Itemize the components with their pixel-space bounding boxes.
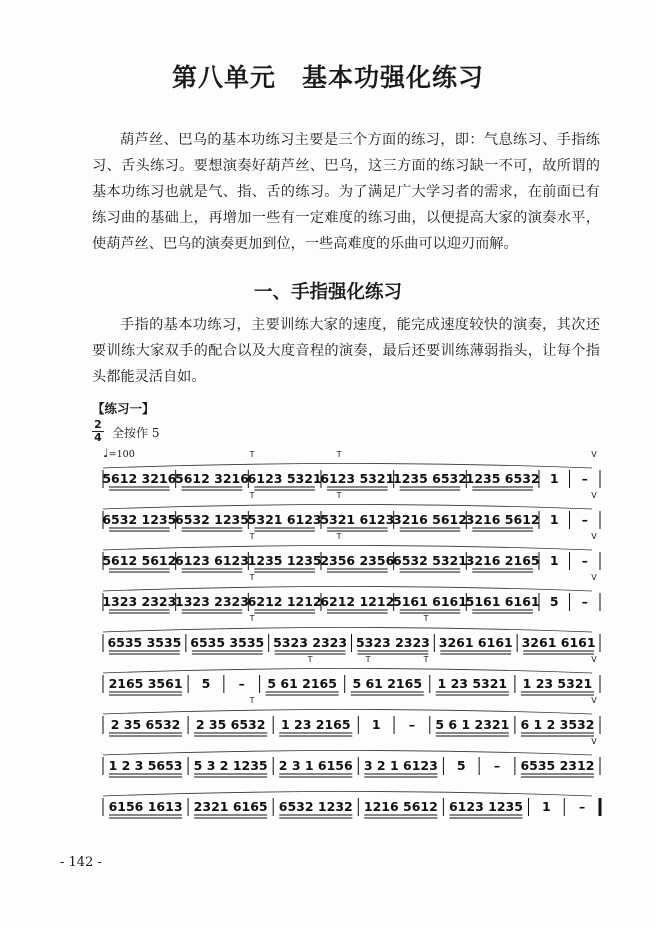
- slur-line: [103, 546, 592, 551]
- measure-notes: –: [581, 594, 588, 609]
- intro-paragraph: 葫芦丝、巴乌的基本功练习主要是三个方面的练习，即：气息练习、手指练习、舌头练习。要想演奏好葫芦丝、巴乌，这三方面的练习缺一不可，故所谓的基本功练习也就是气、指、舌的练习。为了满足广大学习者的需求，在前面已有练习曲的基础上，再增加一些有一定难度的练习曲，以便提高大家的演奏水平，使葫芦丝、巴乌的演奏更加到位，一些高难度的乐曲可以迎刃而解。: [92, 132, 600, 252]
- measure-notes: 6212 1212: [320, 594, 395, 609]
- measure-notes: 5321 6123: [247, 512, 322, 527]
- exercise-label: 【练习一】: [92, 401, 155, 416]
- tongue-mark: T: [249, 573, 255, 582]
- tongue-mark: T: [249, 532, 255, 541]
- measure-notes: 5 6 1 2321: [435, 717, 510, 732]
- tongue-mark: T: [249, 614, 255, 623]
- breath-mark: V: [591, 491, 597, 500]
- measure-notes: 1323 2323: [102, 594, 177, 609]
- measure-notes: 2 35 6532: [110, 717, 181, 732]
- measure-notes: 1235 6532: [393, 471, 467, 486]
- measure-notes: 6123 1235: [448, 799, 523, 814]
- tongue-mark: T: [249, 491, 255, 500]
- section-paragraph: 手指的基本功练习，主要训练大家的速度，能完成速度较快的演奏，其次还要训练大家双手的配合以及大度音程的演奏，最后还要训练薄弱指头，让每个指头都能灵活自如。: [92, 317, 600, 385]
- measure-notes: 5321 6123: [320, 512, 395, 527]
- measure-notes: 1216 5612: [363, 799, 438, 814]
- measure-notes: 6123 5321: [320, 471, 395, 486]
- measure-notes: –: [581, 553, 588, 568]
- measure-notes: 6212 1212: [247, 594, 322, 609]
- measure-notes: 6123 5321: [247, 471, 322, 486]
- measure-notes: 1323 2323: [175, 594, 249, 609]
- measure-notes: 1: [549, 471, 559, 486]
- measure-notes: 6532 5321: [393, 553, 467, 568]
- measure-notes: 1 23 2165: [280, 717, 351, 732]
- measure-notes: 5323 2323: [273, 635, 348, 650]
- measure-notes: –: [493, 758, 501, 773]
- slur-line: [103, 669, 592, 674]
- tongue-mark: T: [307, 655, 313, 664]
- measure-notes: 5612 3216: [175, 471, 249, 486]
- measure-notes: 5 61 2165: [352, 676, 423, 691]
- measure-notes: 5161 6161: [393, 594, 467, 609]
- measure-notes: 2356 2356: [320, 553, 395, 568]
- slur-line: [103, 464, 592, 469]
- unit-title: 第八单元 基本功强化练习: [171, 63, 484, 92]
- measure-notes: 2165 3561: [108, 676, 183, 691]
- slur-line: [103, 505, 592, 510]
- measure-notes: 3261 6161: [521, 635, 596, 650]
- measure-notes: 6123 6123: [175, 553, 249, 568]
- measure-notes: 6156 1613: [108, 799, 183, 814]
- measure-notes: 6535 3535: [190, 635, 265, 650]
- measure-notes: –: [581, 512, 588, 527]
- measure-notes: 5612 5612: [102, 553, 177, 568]
- measure-notes: 5: [456, 758, 466, 773]
- tongue-mark: T: [423, 614, 429, 623]
- tongue-mark: T: [336, 450, 342, 459]
- measure-notes: 6535 2312: [520, 758, 595, 773]
- key-marking: 全按作 5: [112, 426, 160, 440]
- measure-notes: 5: [549, 594, 559, 609]
- breath-mark: V: [591, 573, 597, 582]
- tongue-mark: T: [249, 450, 255, 459]
- tongue-mark: T: [365, 655, 371, 664]
- measure-notes: –: [581, 471, 588, 486]
- breath-mark: V: [591, 450, 597, 459]
- breath-mark: V: [591, 655, 597, 664]
- measure-notes: 5 61 2165: [267, 676, 337, 691]
- measure-notes: 3 2 1 6123: [363, 758, 438, 773]
- tempo-value: =100: [108, 449, 135, 460]
- measure-notes: 5323 2323: [355, 635, 430, 650]
- breath-mark: V: [591, 532, 597, 541]
- slur-line: [103, 587, 592, 592]
- slur-line: [103, 792, 592, 797]
- measure-notes: 1: [371, 717, 381, 732]
- measure-notes: –: [408, 717, 416, 732]
- measure-notes: 1235 6532: [465, 471, 540, 486]
- breath-mark: V: [591, 696, 597, 705]
- measure-notes: –: [238, 676, 245, 691]
- measure-notes: –: [579, 799, 586, 814]
- slur-line: [103, 628, 592, 633]
- measure-notes: 5: [201, 676, 211, 691]
- measure-notes: 1 23 5321: [522, 676, 593, 691]
- tongue-mark: T: [336, 491, 342, 500]
- section-title: 一、手指强化练习: [253, 282, 402, 303]
- measure-notes: 3216 5612: [393, 512, 467, 527]
- tongue-mark: T: [249, 696, 255, 705]
- measure-notes: 6 1 2 3532: [520, 717, 595, 732]
- measure-notes: 2 35 6532: [195, 717, 266, 732]
- measure-notes: 6532 1235: [175, 512, 249, 527]
- measure-notes: 5 3 2 1235: [193, 758, 268, 773]
- tongue-mark: T: [423, 655, 429, 664]
- quarter-note-icon: ♩: [103, 446, 109, 460]
- tongue-mark: T: [336, 532, 342, 541]
- slur-line: [103, 710, 592, 715]
- measure-notes: 3216 5612: [465, 512, 540, 527]
- measure-notes: 1: [549, 553, 559, 568]
- measure-notes: 1: [542, 799, 551, 814]
- time-signature-bottom: 4: [94, 431, 102, 444]
- slur-line: [103, 751, 592, 756]
- page-number: - 142 -: [60, 855, 102, 870]
- measure-notes: 3261 6161: [438, 635, 513, 650]
- measure-notes: 6532 1235: [102, 512, 177, 527]
- measure-notes: 5161 6161: [465, 594, 540, 609]
- time-signature-top: 2: [92, 419, 104, 432]
- measure-notes: 1 2 3 5653: [108, 758, 183, 773]
- measure-notes: 2321 6165: [193, 799, 268, 814]
- measure-notes: 1235 1235: [247, 553, 322, 568]
- breath-mark: V: [591, 737, 597, 746]
- measure-notes: 6532 1232: [278, 799, 353, 814]
- measure-notes: 5612 3216: [102, 471, 177, 486]
- measure-notes: 6535 3535: [107, 635, 182, 650]
- measure-notes: 1 23 5321: [437, 676, 508, 691]
- measure-notes: 1: [549, 512, 559, 527]
- measure-notes: 2 3 1 6156: [278, 758, 353, 773]
- measure-notes: 3216 2165: [465, 553, 540, 568]
